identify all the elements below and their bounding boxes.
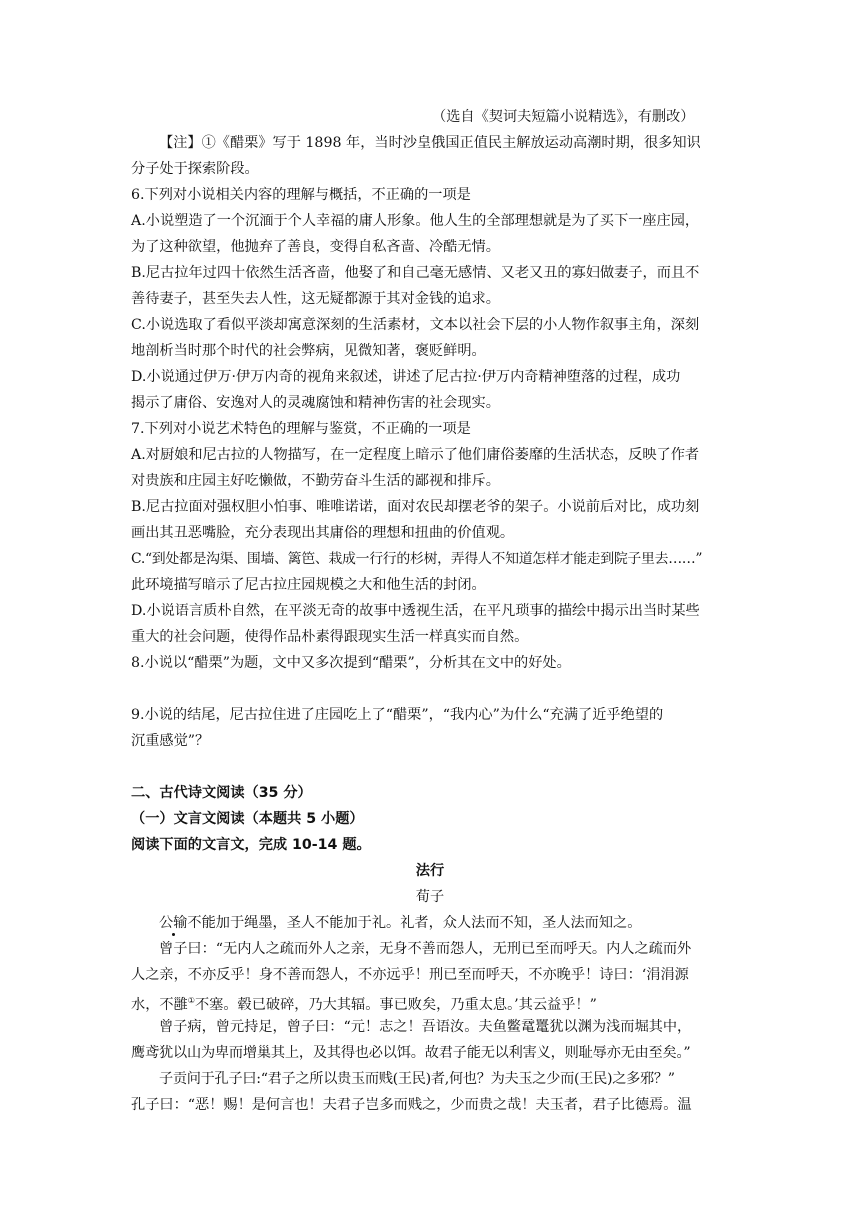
subsection-heading: （一）文言文阅读（本题共 5 小题） [131, 811, 364, 827]
q6-option-c-line-1: C.小说选取了看似平淡却寓意深刻的生活素材，文本以社会下层的小人物作叙事主角，深刻 [131, 317, 700, 333]
q7-option-c-line-2: 此环境描写暗示了尼古拉庄园规模之大和他生活的封闭。 [131, 577, 486, 593]
question-7-stem: 7.下列对小说艺术特色的理解与鉴赏，不正确的一项是 [131, 421, 471, 437]
passage-paragraph-1 [159, 914, 641, 932]
q7-option-d-line-2: 重大的社会问题，使得作品朴素得跟现实生活一样真实而自然。 [131, 629, 529, 645]
q6-option-a-line-2: 为了这种欲望，他抛弃了善良，变得自私吝啬、冷酷无情。 [131, 239, 500, 255]
q7-option-b-line-1: B.尼古拉面对强权胆小怕事、唯唯诺诺，面对农民却摆老爷的架子。小说前后对比，成功刻 [131, 499, 700, 515]
passage-p3-line-1: 曾子病，曾元持足，曾子曰：“元！志之！吾语汝。夫鱼鳖鼋鼍犹以渊为浅而堀其中， [159, 1019, 692, 1035]
question-8: 8.小说以“醋栗”为题，文中又多次提到“醋栗”，分析其在文中的好处。 [131, 655, 571, 671]
q6-option-a-line-1: A.小说塑造了一个沉湎于个人幸福的庸人形象。他人生的全部理想就是为了买下一座庄园， [131, 213, 700, 229]
reading-instruction: 阅读下面的文言文，完成 10-14 题。 [131, 837, 371, 853]
q6-option-d-line-2: 揭示了庸俗、安逸对人的灵魂腐蚀和精神伤害的社会现实。 [131, 395, 500, 411]
q6-option-b-line-1: B.尼古拉年过四十依然生活吝啬，他娶了和自己毫无感情、又老又丑的寡妇做妻子，而且不 [131, 265, 700, 281]
q7-option-b-line-2: 画出其丑恶嘴脸，充分表现出其庸俗的理想和扭曲的价值观。 [131, 525, 515, 541]
p2-line-3-part-a: 水，不雝 [131, 997, 188, 1013]
q7-option-a-line-1: A.对厨娘和尼古拉的人物描写，在一定程度上暗示了他们庸俗萎靡的生活状态，反映了作者 [131, 447, 700, 463]
q6-option-c-line-2: 地剖析当时那个时代的社会弊病，见微知著，褒贬鲜明。 [131, 343, 486, 359]
annotation-line-2: 分子处于探索阶段。 [131, 161, 259, 177]
annotation-line-1: 【注】①《醋栗》写于 1898 年，当时沙皇俄国正值民主解放运动高潮时期，很多知识 [159, 135, 701, 151]
passage-author: 荀子 [415, 889, 445, 905]
source-note: （选自《契诃夫短篇小说精选》，有删改） [432, 109, 695, 125]
passage-p4-line-2: 孔子曰：“恶！赐！是何言也！夫君子岂多而贱之，少而贵之哉！夫玉者，君子比德焉。温 [131, 1097, 692, 1113]
passage-title: 法行 [415, 863, 445, 879]
paragraph-1-text: 不能加于绳墨，圣人不能加于礼。礼者，众人法而不知，圣人法而知之。 [187, 915, 642, 931]
q7-option-c-line-1: C.“到处都是沟渠、围墙、篱笆、栽成一行行的杉树，弄得人不知道怎样才能走到院子里去……” [131, 551, 703, 567]
question-9-line-1: 9.小说的结尾，尼古拉住进了庄园吃上了“醋栗”，“我内心”为什么“充满了近乎绝望的 [131, 707, 664, 723]
p2-line-3-part-b: 不塞。毂已破碎，乃大其辐。事已败矣，乃重太息。’其云益乎！” [194, 997, 597, 1013]
passage-p3-line-2: 鹰鸢犹以山为卑而增巢其上，及其得也必以饵。故君子能无以利害义，则耻辱亦无由至矣。” [131, 1045, 691, 1061]
question-9-line-2: 沉重感觉”？ [131, 733, 210, 749]
passage-p4-line-1: 子贡问于孔子曰:“君子之所以贵玉而贱(王民)者,何也？为夫玉之少而(王民)之多邪？” [159, 1071, 675, 1087]
passage-p2-line-1: 曾子曰：“无内人之疏而外人之亲，无身不善而怨人，无刑已至而呼天。内人之疏而外 [159, 941, 692, 957]
q7-option-a-line-2: 对贵族和庄园主好吃懒做，不勤劳奋斗生活的鄙视和排斥。 [131, 473, 500, 489]
q6-option-b-line-2: 善待妻子，甚至失去人性，这无疑都源于其对金钱的追求。 [131, 291, 500, 307]
q7-option-d-line-1: D.小说语言质朴自然，在平淡无奇的故事中透视生活，在平凡琐事的描绘中揭示出当时某些 [131, 603, 700, 619]
section-heading: 二、古代诗文阅读（35 分） [131, 785, 312, 801]
footnote-marker: ① [187, 996, 195, 1005]
passage-p2-line-2: 人之亲，不亦反乎！身不善而怨人，不亦远乎！刑已至而呼天，不亦晚乎！诗曰：‘涓涓源 [131, 967, 689, 983]
q6-option-d-line-1: D.小说通过伊万·伊万内奇的视角来叙述，讲述了尼古拉·伊万内奇精神堕落的过程，成功 [131, 369, 681, 385]
dotted-emphasis-word: 公输 [159, 915, 188, 931]
passage-p2-line-3 [131, 992, 597, 1014]
question-6-stem: 6.下列对小说相关内容的理解与概括，不正确的一项是 [131, 187, 471, 203]
